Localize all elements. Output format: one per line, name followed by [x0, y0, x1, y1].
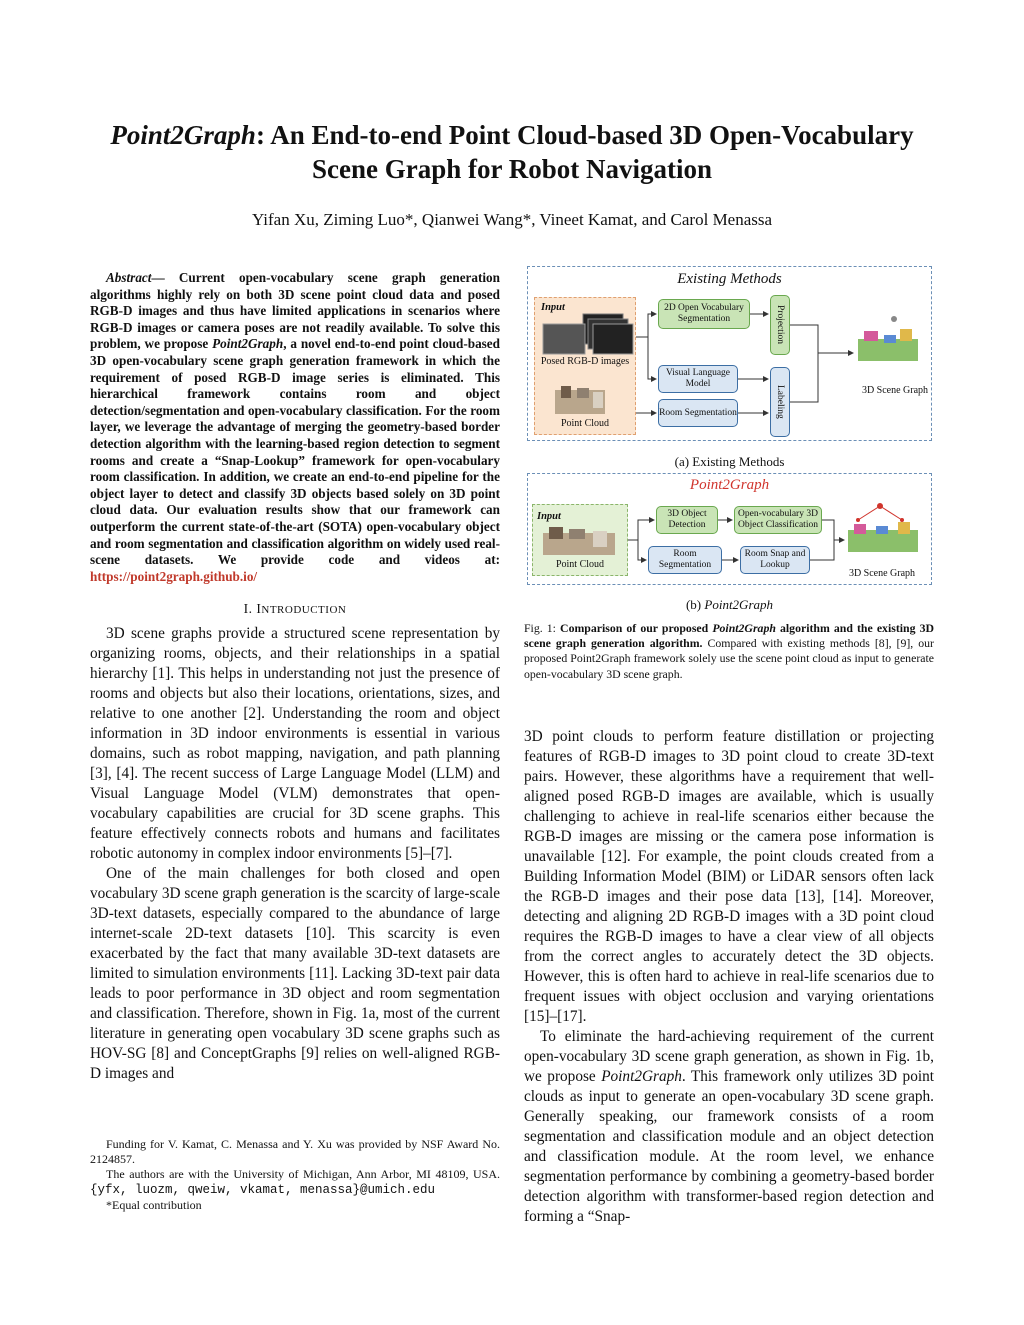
right-p2-b: . This framework only utilizes 3D point clouds as input to generate an open-vocabulary 3D scene graph. Generally speaking, our framework consists of a room segmentation and classification module and an object detection and classification module. At the room level, we enhance segmentation performance by combining a geometry-based border detection algorithm with transformer-based region detection and forming a “Snap-	[524, 1068, 935, 1225]
panel-b-caption-name: Point2Graph	[704, 597, 774, 612]
authors: Yifan Xu, Ziming Luo*, Qianwei Wang*, Vineet Kamat, and Carol Menassa	[251, 210, 773, 229]
right-column	[524, 727, 934, 1227]
section-heading	[90, 599, 500, 620]
right-p2-a: To eliminate the hard-achieving requirement of the current open-vocabulary 3D scene graph generation, as shown in Fig. 1b, we propose	[524, 1028, 934, 1085]
panel-a-input-label: Input	[541, 302, 565, 313]
node-projection: Projection	[770, 295, 790, 355]
right-paragraph-2	[524, 1027, 934, 1227]
panel-b-input-box	[532, 504, 628, 576]
abstract-text-1: Current open-vocabulary scene graph generation algorithms highly rely on both 3D scene point cloud data and posed RGB-D images and thus have limited applications in scenarios where RGB-D images or camera poses are not readily available. To solve this problem, we propose	[90, 270, 500, 352]
caption-bold-1: Comparison of our proposed	[560, 621, 713, 635]
panel-a-caption: (a) Existing Methods	[674, 454, 785, 469]
node-labeling: Labeling	[770, 367, 790, 437]
caption-bold-italic: Point2Graph	[712, 621, 776, 635]
posed-rgbd-label: Posed RGB-D images	[540, 356, 630, 367]
title-line2: Scene Graph for Robot Navigation	[311, 154, 712, 184]
panel-b-output-label: 3D Scene Graph	[848, 568, 916, 579]
paper-title	[80, 118, 944, 186]
point-cloud-icon	[555, 386, 605, 414]
abstract	[90, 270, 500, 585]
node-ov-classification: Open-vocabulary 3D Object Classification	[734, 506, 822, 534]
abstract-dash: —	[151, 270, 165, 285]
figure-caption	[524, 621, 934, 682]
node-b-room-segmentation: Room Segmentation	[648, 546, 722, 574]
section-first-letter: I	[256, 601, 262, 617]
project-link[interactable]: https://point2graph.github.io/	[90, 568, 258, 584]
caption-prefix: Fig. 1:	[524, 621, 561, 635]
scene-graph-a-icon	[858, 316, 918, 361]
panel-a-title: Existing Methods	[677, 271, 782, 287]
panel-b-input-label: Input	[537, 511, 561, 522]
scene-graph-b-icon	[848, 503, 918, 552]
panel-b-title: Point2Graph	[689, 477, 770, 493]
figure-panel-b	[527, 473, 932, 585]
panel-b-caption-prefix: (b)	[685, 597, 705, 612]
abstract-text-2: , a novel end-to-end point cloud-based 3D open-vocabulary scene graph generation framework in which the requirement of posed RGB-D image series is eliminated. This hierarchical framework contains room and object detection/segmentation and open-vocabulary classification. For the room layer, we leverage the advantage of merging the geometry-based border detection algorithm with the learning-based region detection to segment rooms and create a “Snap-Lookup” framework for open-vocabulary room classification. In addition, we create an end-to-end pipeline for the object layer to detect and classify 3D objects based solely on 3D point cloud data. Our evaluation results show that our framework can outperform the current state-of-the-art (SOTA) open-vocabulary object and room segmentation and classification algorithm on widely used real-scene datasets. We provide code and videos at:	[90, 336, 500, 568]
point-cloud-label: Point Cloud	[560, 418, 610, 429]
title-line1: : An End-to-end Point Cloud-based 3D Open-Vocabulary	[255, 120, 914, 150]
panel-a-input-box	[534, 297, 636, 435]
section-numeral: I.	[243, 601, 257, 617]
intro-paragraph-2: One of the main challenges for both closed and open vocabulary 3D scene graph generation is the scarcity of large-scale 3D-text datasets, especially compared to the abundance of large internet-scale 2D-text datasets [10]. This scarcity is even exacerbated by the fact that many available 3D-text datasets are limited to simulation environments [11]. Lacking 3D-text pair data leads to poor performance in 3D object and room segmentation and classification. Therefore, shown in Fig. 1a, most of the current literature in generating open vocabulary 3D scene graphs such as HOV-SG [8] and ConceptGraphs [9] relies on well-aligned RGB-D images and	[90, 865, 500, 1083]
footnote-funding: Funding for V. Kamat, C. Menassa and Y. Xu was provided by NSF Award No. 2124857.	[90, 1137, 500, 1166]
abstract-label: Abstract	[106, 270, 152, 285]
panel-a-output-label: 3D Scene Graph	[861, 385, 929, 396]
node-room-snap: Room Snap and Lookup	[740, 546, 810, 574]
panel-b-point-cloud-label: Point Cloud	[555, 559, 605, 570]
caption-bold-2: algorithm and the existing 3D scene graph generation algorithm.	[524, 621, 934, 651]
affiliation-text: The authors are with the University of Michigan, Ann Arbor, MI 48109, USA.	[106, 1167, 500, 1181]
title-italic: Point2Graph	[110, 120, 256, 150]
right-paragraph-1: 3D point clouds to perform feature distillation or projecting features of RGB-D images to 3D point cloud to create 3D-text pairs. However, these algorithms have a requirement that well-aligned posed RGB-D images are available, which is usually challenging to achieve in real-life scenarios either because the RGB-D images are missing or the camera pose information is unavailable [12]. For example, the point clouds created from a Building Information Model (BIM) or LiDAR sensors often lack the RGB-D images and their pose data [13], [14]. Moreover, detecting and aligning 2D RGB-D images with a 3D point cloud requires the RGB-D images to have a clear view of all objects from the correct angles to accurately detect the 3D objects. However, this is often hard to achieve in real-life scenarios due to frequent issues with object occlusion and varying orientations [15]–[17].	[524, 728, 934, 1025]
footnotes	[90, 1137, 500, 1213]
node-3d-object-detection: 3D Object Detection	[656, 506, 718, 534]
footnote-affiliation	[90, 1167, 500, 1198]
footnote-equal: *Equal contribution	[106, 1198, 202, 1212]
left-column	[90, 270, 500, 1084]
node-2d-segmentation: 2D Open Vocabulary Segmentation	[658, 299, 750, 329]
node-vlm: Visual Language Model	[658, 365, 738, 393]
section-rest: NTRODUCTION	[261, 604, 347, 617]
panel-b-caption	[527, 597, 932, 613]
intro-paragraph-1: 3D scene graphs provide a structured scene representation by organizing rooms, objects, and their relationships in a spatial hierarchy [1]. This helps in understanding not just the presence of rooms and objects but also their locations, orientations, sizes, and relative to one another [2]. Understanding the room and object information in 3D indoor environments is essential in various domains, such as robot mapping, navigation, and path planning [3], [4]. The recent success of Large Language Model (LLM) and Visual Language Model (VLM) demonstrates that open-vocabulary capabilities are crucial for 3D scene graphs. This feature effectively connects robots and humans and facilitates robotic autonomy in complex indoor environments [5]–[7].	[90, 625, 500, 863]
email-list: {yfx, luozm, qweiw, vkamat, menassa}@umich.edu	[90, 1183, 436, 1197]
abstract-name: Point2Graph	[212, 336, 284, 352]
right-p2-name: Point2Graph	[601, 1068, 682, 1085]
caption-rest: Compared with existing methods [8], [9], our proposed Point2Graph framework solely use the scene point cloud as input to generate open-vocabulary 3D scene graph.	[524, 636, 934, 681]
node-room-segmentation: Room Segmentation	[658, 399, 738, 427]
figure-panel-a	[527, 266, 932, 441]
